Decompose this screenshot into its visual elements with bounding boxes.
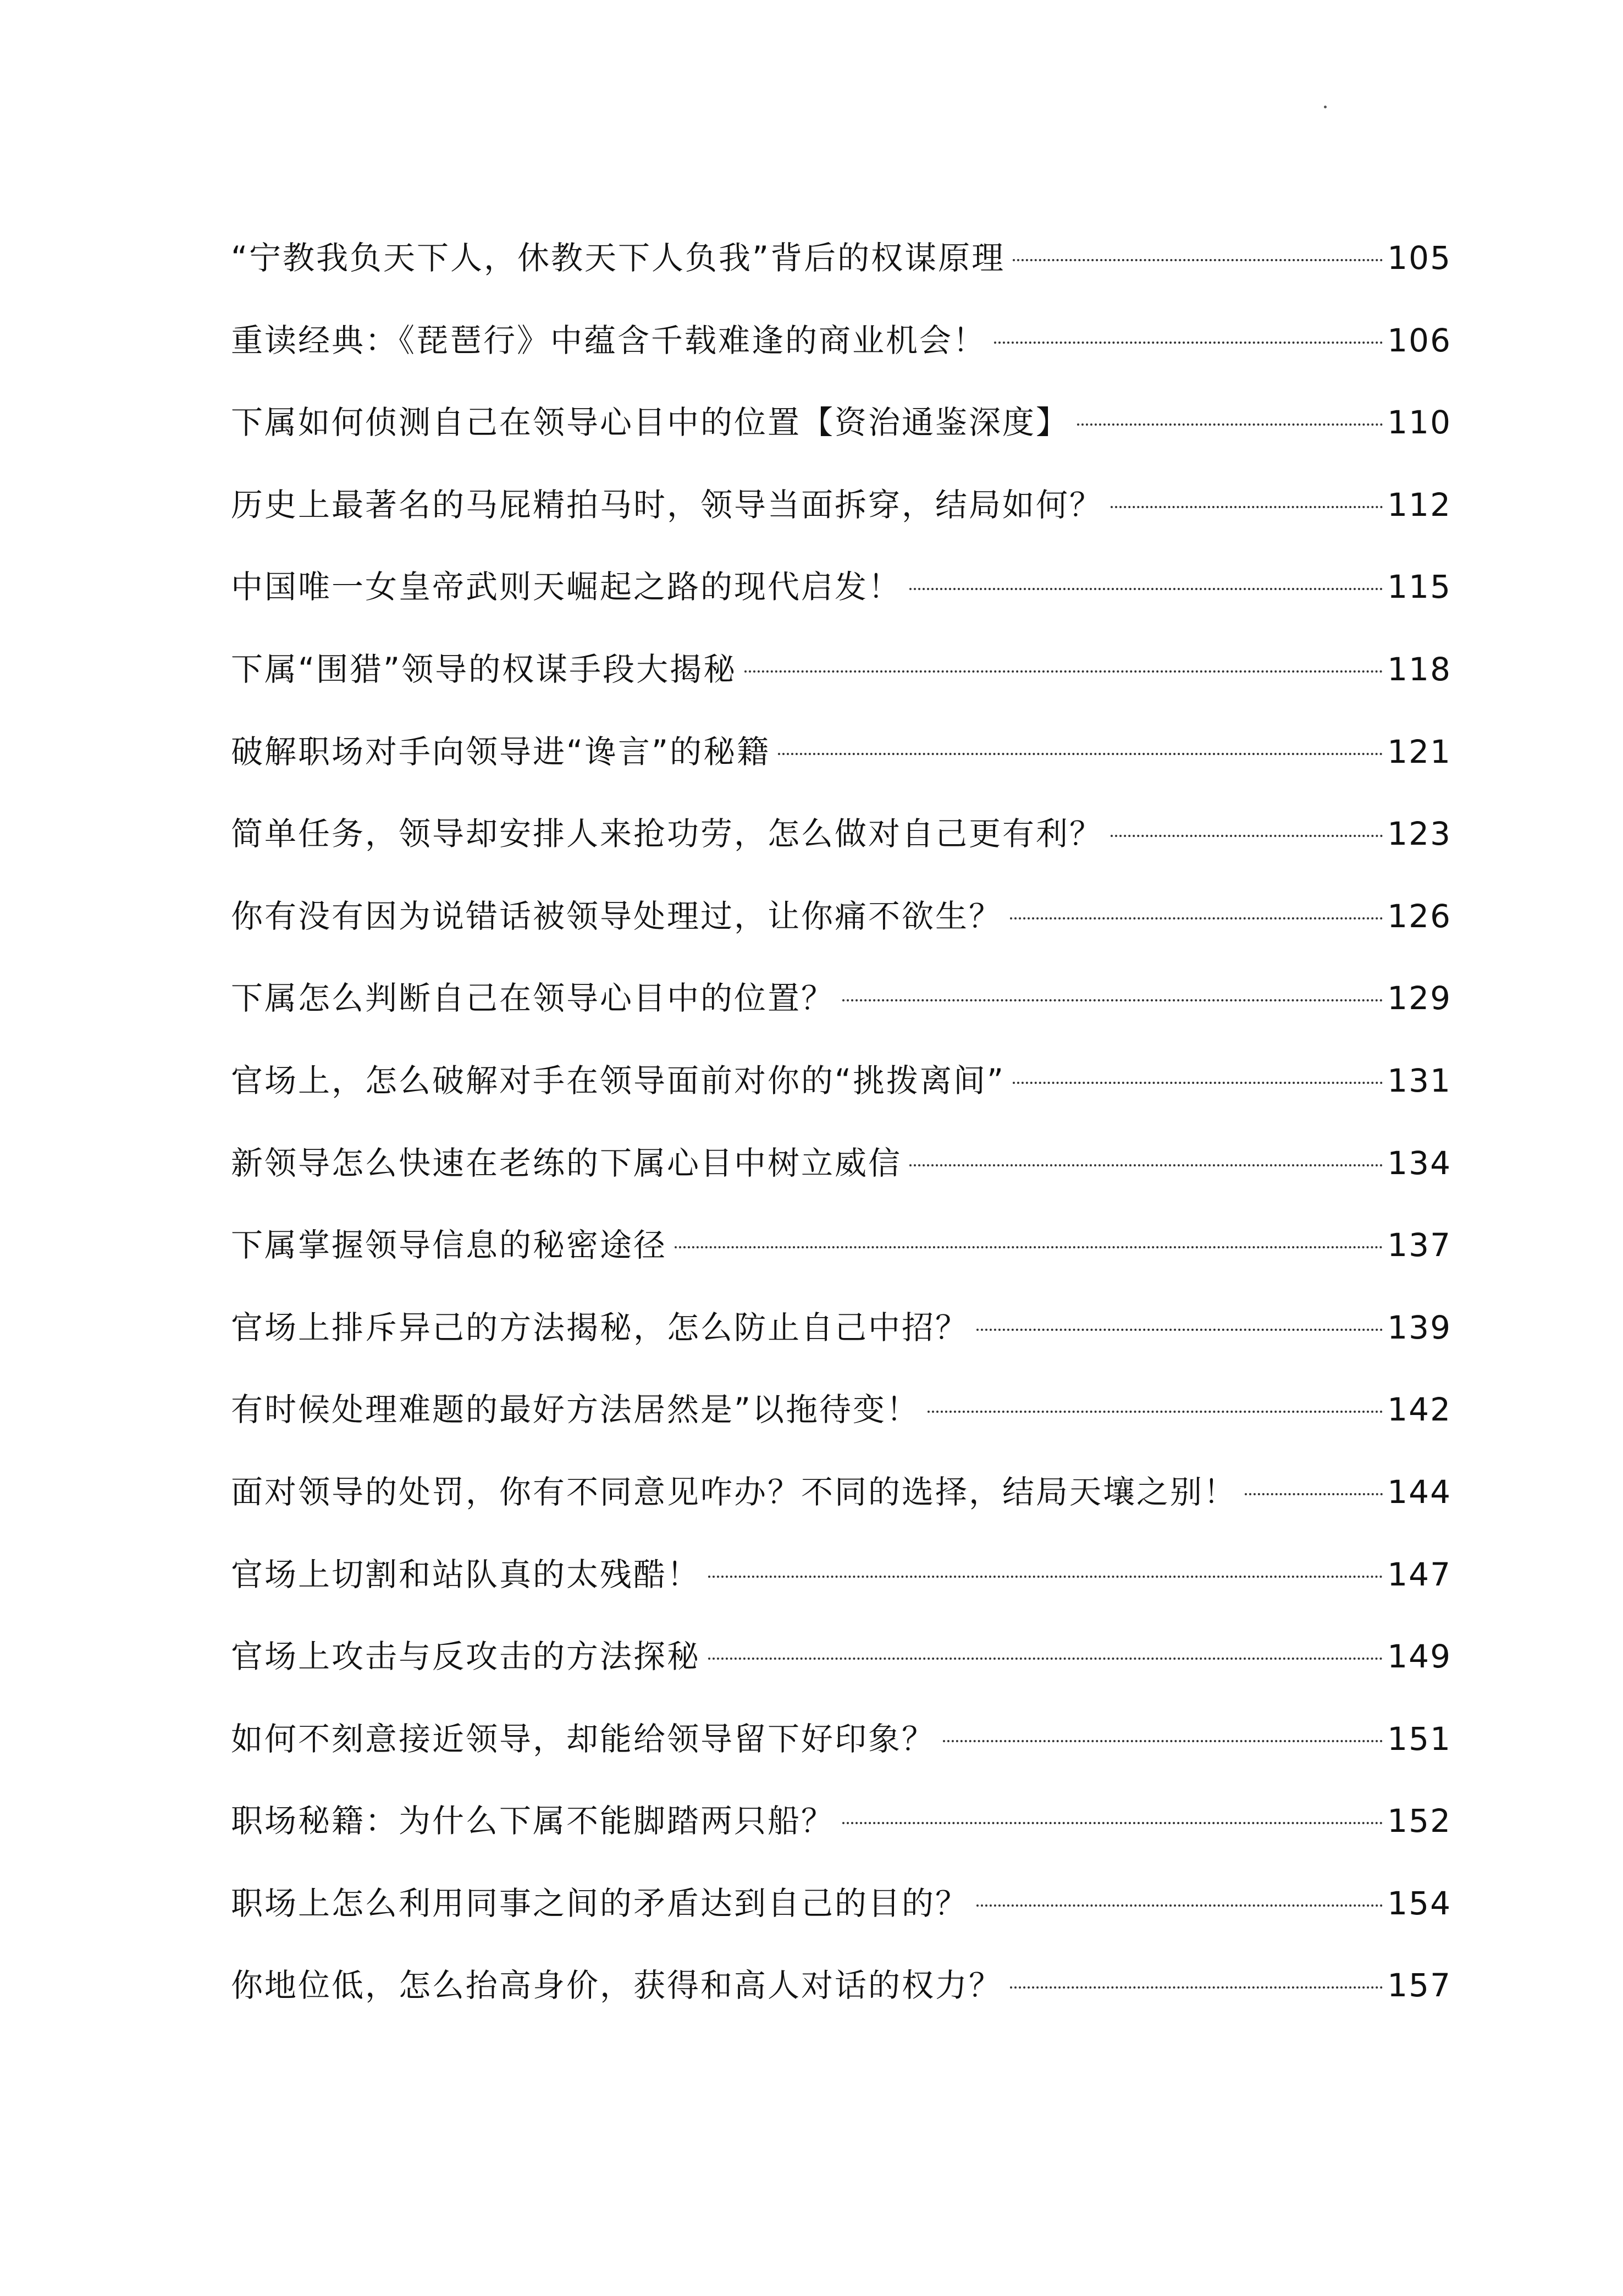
toc-entry[interactable] xyxy=(231,897,1451,983)
dot-leader xyxy=(943,1740,1383,1742)
dot-leader xyxy=(744,670,1383,673)
toc-entry[interactable] xyxy=(231,1720,1451,1805)
toc-entry[interactable] xyxy=(231,486,1451,571)
toc-entry-title: 有时候处理难题的最好方法居然是”以拖待变！ xyxy=(231,1391,920,1429)
toc-entry-title: 你地位低，怎么抬高身价，获得和高人对话的权力？ xyxy=(231,1967,1003,2005)
dot-leader xyxy=(675,1246,1383,1248)
toc-entry-page: 106 xyxy=(1387,321,1451,359)
dot-leader xyxy=(1077,423,1383,426)
toc-entry-title: 重读经典：《琵琶行》中蕴含千载难逢的商业机会！ xyxy=(231,321,987,359)
toc-entry[interactable] xyxy=(231,979,1451,1065)
toc-entry-title: 下属如何侦测自己在领导心目中的位置【资治通鉴深度】 xyxy=(231,404,1070,442)
toc-entry[interactable] xyxy=(231,321,1451,407)
toc-entry-title: 官场上排斥异己的方法揭秘，怎么防止自己中招？ xyxy=(231,1308,969,1346)
toc-entry-title: 你有没有因为说错话被领导处理过，让你痛不欲生？ xyxy=(231,897,1003,935)
dot-leader xyxy=(708,1658,1383,1660)
toc-entry-title: 下属掌握领导信息的秘密途径 xyxy=(231,1226,667,1264)
toc-entry-page: 131 xyxy=(1387,1061,1451,1099)
toc-entry[interactable] xyxy=(231,815,1451,900)
dot-leader xyxy=(842,999,1383,1001)
dot-leader xyxy=(1010,917,1383,919)
toc-entry-page: 139 xyxy=(1387,1308,1451,1346)
toc-entry-title: 新领导怎么快速在老练的下属心目中树立威信 xyxy=(231,1144,902,1182)
toc-entry-title: 简单任务，领导却安排人来抢功劳，怎么做对自己更有利？ xyxy=(231,815,1103,853)
dot-leader xyxy=(994,342,1383,344)
toc-entry-title: 面对领导的处罚，你有不同意见咋办？不同的选择，结局天壤之别！ xyxy=(231,1473,1238,1511)
toc-entry-page: 137 xyxy=(1387,1226,1451,1264)
scan-speck xyxy=(1324,106,1327,108)
toc-entry-title: 官场上，怎么破解对手在领导面前对你的“挑拨离间” xyxy=(231,1061,1006,1099)
dot-leader xyxy=(1010,1986,1383,1989)
toc-entry-page: 118 xyxy=(1387,650,1451,688)
dot-leader xyxy=(909,588,1383,590)
toc-entry[interactable] xyxy=(231,1802,1451,1887)
toc-entry-title: 下属“围猎”领导的权谋手段大揭秘 xyxy=(231,650,737,688)
toc-entry-title: “宁教我负天下人，休教天下人负我”背后的权谋原理 xyxy=(231,239,1006,277)
dot-leader xyxy=(1013,1082,1383,1084)
toc-entry-page: 112 xyxy=(1387,486,1451,524)
dot-leader xyxy=(842,1822,1383,1824)
toc-entry-page: 157 xyxy=(1387,1967,1451,2005)
dot-leader xyxy=(1245,1493,1383,1495)
dot-leader xyxy=(909,1164,1383,1166)
toc-entry-page: 126 xyxy=(1387,897,1451,935)
toc-entry[interactable] xyxy=(231,1308,1451,1394)
toc-entry[interactable] xyxy=(231,650,1451,736)
toc-entry[interactable] xyxy=(231,1473,1451,1559)
toc-entry-title: 职场秘籍：为什么下属不能脚踏两只船？ xyxy=(231,1802,835,1840)
toc-entry[interactable] xyxy=(231,1969,1451,2052)
dot-leader xyxy=(976,1904,1383,1907)
toc-entry[interactable] xyxy=(231,1391,1451,1476)
toc-entry-page: 154 xyxy=(1387,1884,1451,1922)
dot-leader xyxy=(1111,835,1383,837)
toc-entry[interactable] xyxy=(231,1144,1451,1230)
toc-entry-page: 110 xyxy=(1387,404,1451,442)
toc-entry-page: 149 xyxy=(1387,1638,1451,1676)
toc-entry[interactable] xyxy=(231,1061,1451,1147)
toc-entry-title: 官场上切割和站队真的太残酷！ xyxy=(231,1555,701,1593)
toc-entry-page: 129 xyxy=(1387,979,1451,1017)
toc-entry-title: 官场上攻击与反攻击的方法探秘 xyxy=(231,1638,701,1676)
dot-leader xyxy=(708,1576,1383,1578)
toc-entry-page: 123 xyxy=(1387,815,1451,853)
table-of-contents xyxy=(231,239,1451,2052)
toc-entry-page: 142 xyxy=(1387,1391,1451,1429)
toc-entry[interactable] xyxy=(231,1555,1451,1641)
dot-leader xyxy=(928,1411,1383,1413)
toc-entry-page: 144 xyxy=(1387,1473,1451,1511)
toc-entry-page: 105 xyxy=(1387,239,1451,277)
toc-entry-title: 历史上最著名的马屁精拍马时，领导当面拆穿，结局如何？ xyxy=(231,486,1103,524)
toc-entry-title: 破解职场对手向领导进“谗言”的秘籍 xyxy=(231,733,771,770)
toc-entry-page: 147 xyxy=(1387,1555,1451,1593)
toc-entry-title: 中国唯一女皇帝武则天崛起之路的现代启发！ xyxy=(231,568,902,606)
dot-leader xyxy=(1111,506,1383,508)
dot-leader xyxy=(778,753,1383,755)
toc-entry[interactable] xyxy=(231,1640,1451,1723)
toc-entry-page: 115 xyxy=(1387,568,1451,606)
toc-entry-title: 下属怎么判断自己在领导心目中的位置？ xyxy=(231,979,835,1017)
toc-entry-title: 职场上怎么利用同事之间的矛盾达到自己的目的？ xyxy=(231,1884,969,1922)
toc-entry[interactable] xyxy=(231,733,1451,818)
toc-entry-page: 121 xyxy=(1387,733,1451,770)
toc-entry-page: 152 xyxy=(1387,1802,1451,1840)
toc-entry-page: 134 xyxy=(1387,1144,1451,1182)
dot-leader xyxy=(1013,259,1383,261)
toc-entry-title: 如何不刻意接近领导，却能给领导留下好印象？ xyxy=(231,1720,936,1758)
toc-entry-page: 151 xyxy=(1387,1720,1451,1758)
toc-entry[interactable] xyxy=(231,406,1451,489)
toc-entry[interactable] xyxy=(231,568,1451,653)
toc-entry[interactable] xyxy=(231,1226,1451,1312)
toc-entry[interactable] xyxy=(231,1884,1451,1970)
toc-entry[interactable] xyxy=(231,239,1451,324)
dot-leader xyxy=(976,1329,1383,1331)
